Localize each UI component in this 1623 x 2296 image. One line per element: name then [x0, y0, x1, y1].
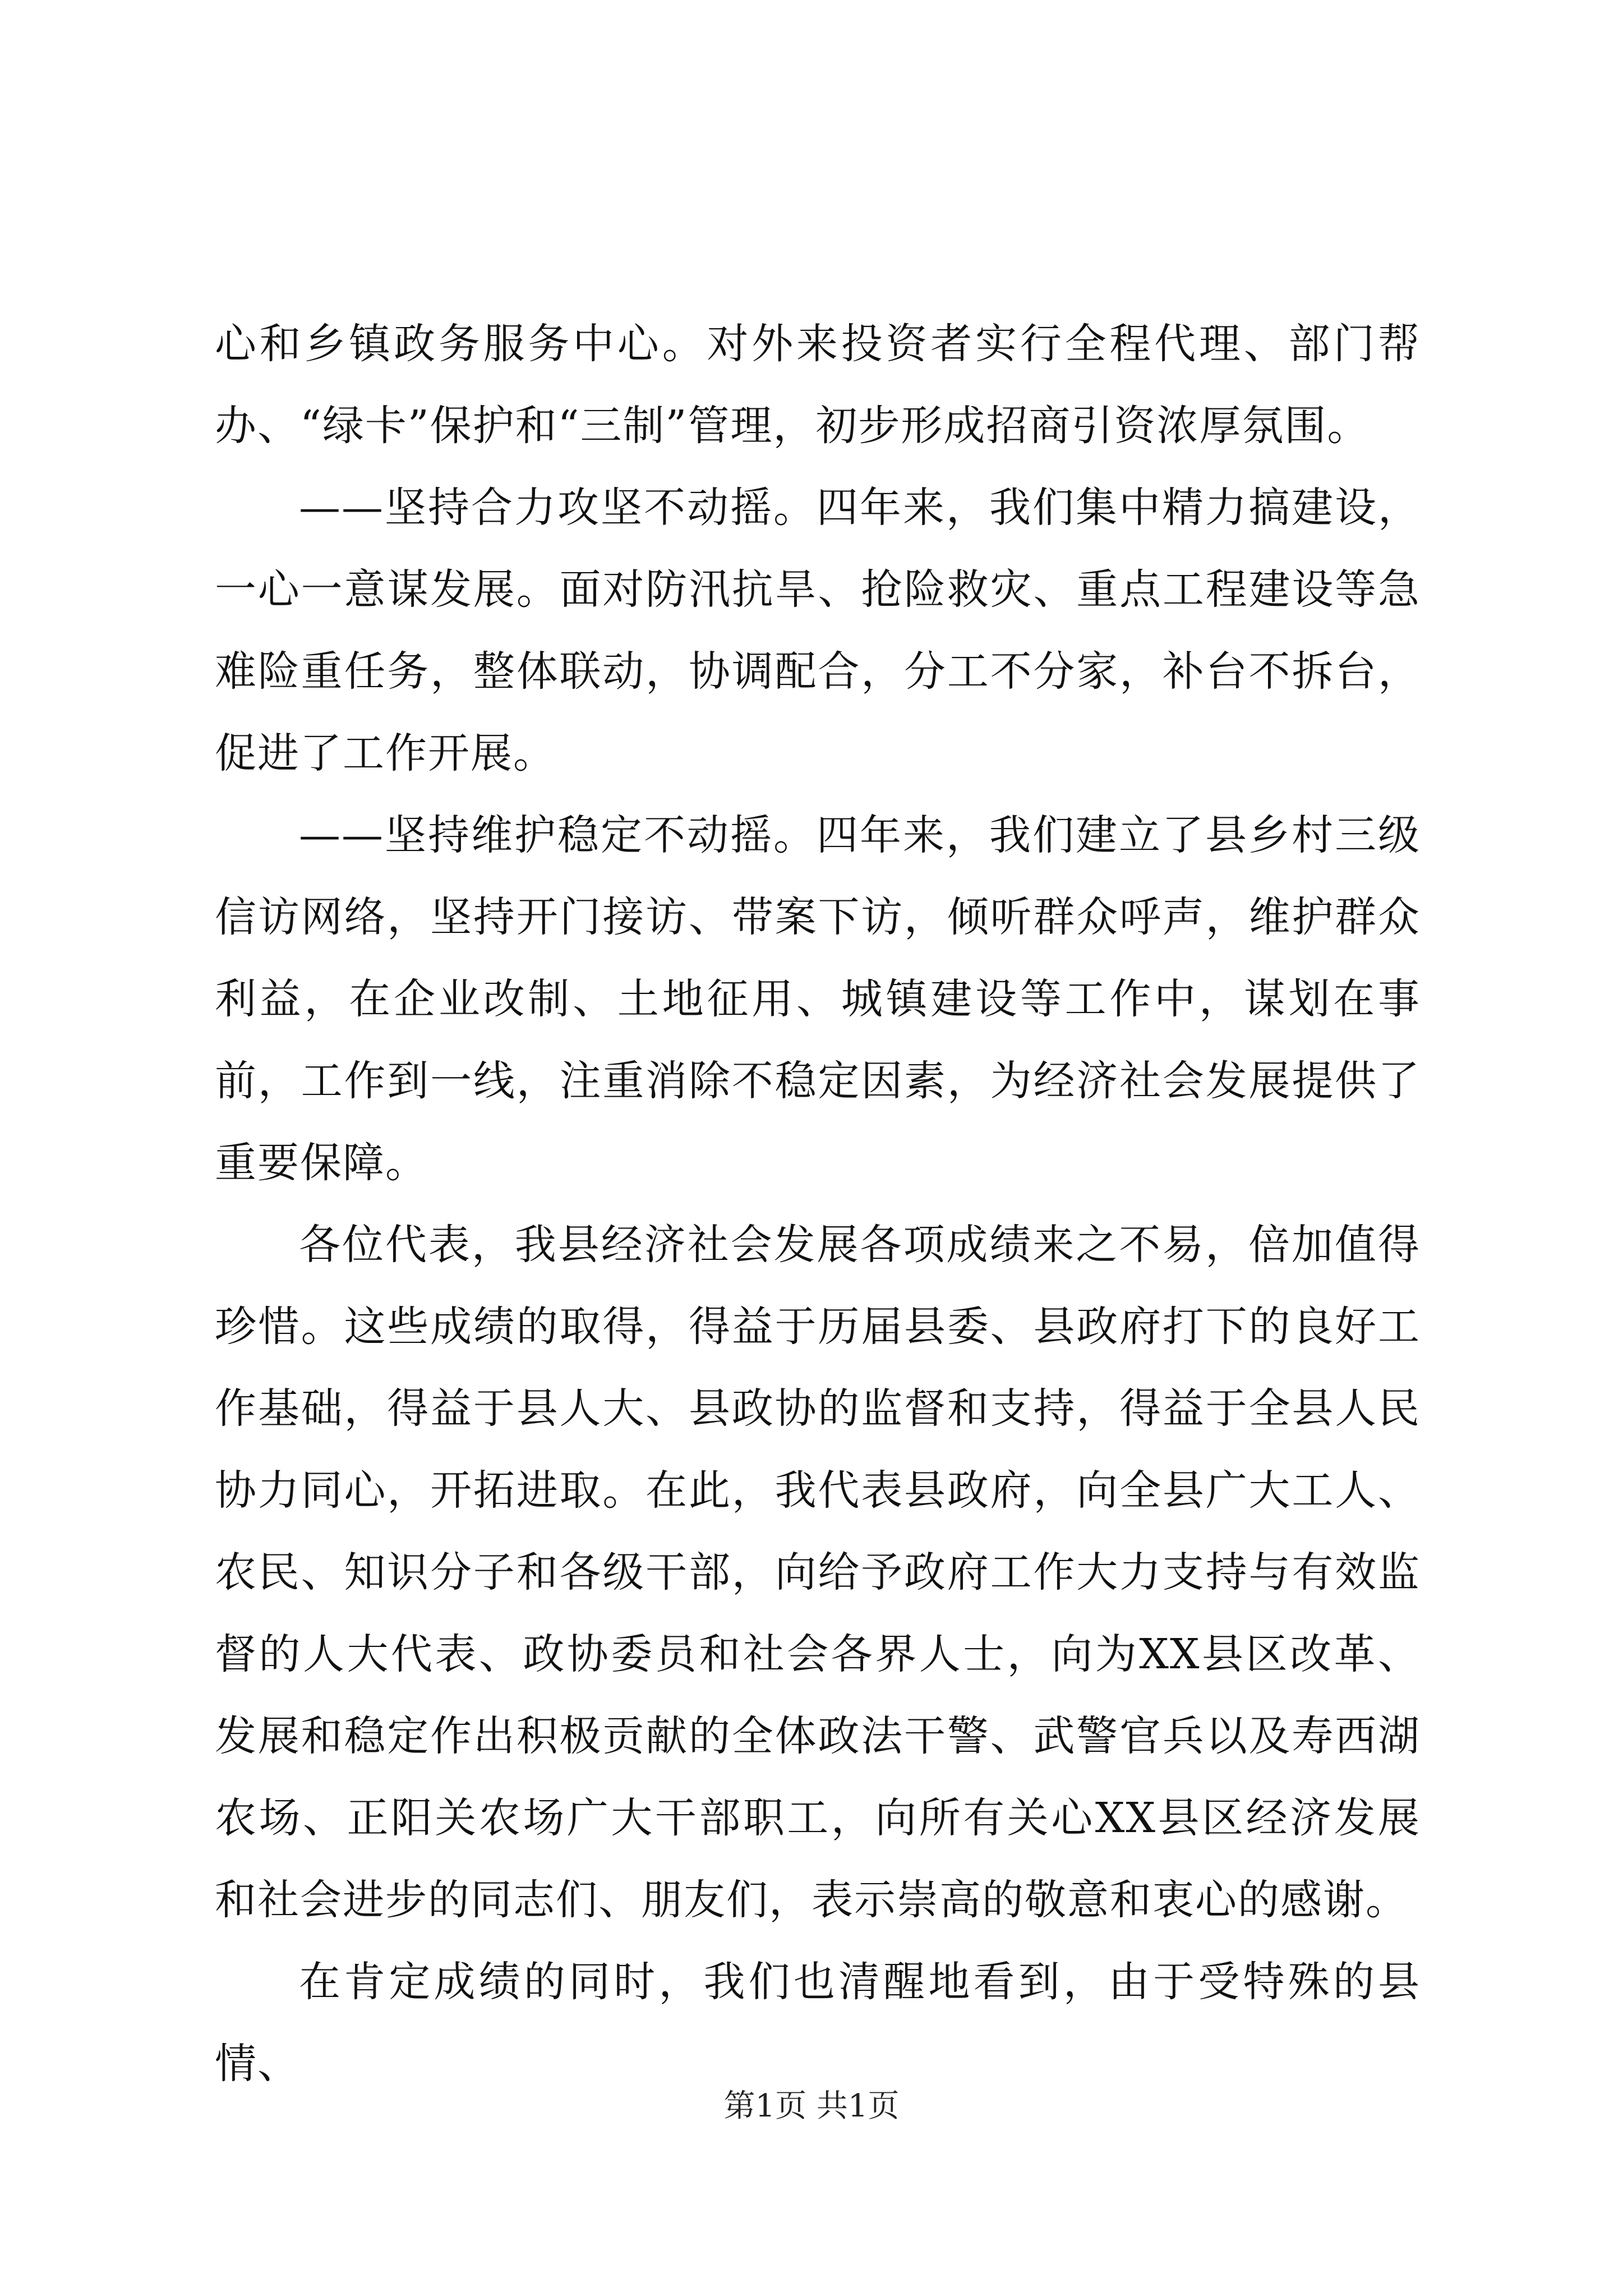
- paragraph-reflection: 在肯定成绩的同时，我们也清醒地看到，由于受特殊的县情、: [215, 1958, 1421, 2088]
- paragraph-acknowledgement: 各位代表，我县经济社会发展各项成绩来之不易，倍加值得珍惜。这些成绩的取得，得益于历届县委、县政府打下的良好工作基础，得益于县人大、县政协的监督和支持，得益于全县人民协力同心，开拓进取。在此，我代表县政府，向全县广大工人、农民、知识分子和各级干部，向给予政府工作大力支持与有效监督的人大代表、政协委员和社会各界人士，向为XX县区改革、发展和稳定作出积极贡献的全体政法干警、武警官兵以及寿西湖农场、正阳关农场广大干部职工，向所有关心XX县区经济发展和社会进步的同志们、朋友们，表示崇高的敬意和衷心的感谢。: [215, 1221, 1421, 1924]
- document-body: [215, 303, 1421, 2105]
- paragraph-continuation: 心和乡镇政务服务中心。对外来投资者实行全程代理、部门帮办、“绿卡”保护和“三制”管理，初步形成招商引资浓厚氛围。: [215, 320, 1421, 450]
- paragraph-stability: ——坚持维护稳定不动摇。四年来，我们建立了县乡村三级信访网络，坚持开门接访、带案下访，倾听群众呼声，维护群众利益，在企业改制、土地征用、城镇建设等工作中，谋划在事前，工作到一线，注重消除不稳定因素，为经济社会发展提供了重要保障。: [215, 811, 1421, 1187]
- page-footer: 第1页 共1页: [723, 2088, 900, 2124]
- paragraph-unity: ——坚持合力攻坚不动摇。四年来，我们集中精力搞建设，一心一意谋发展。面对防汛抗旱、抢险救灾、重点工程建设等急难险重任务，整体联动，协调配合，分工不分家，补台不拆台，促进了工作开展。: [215, 484, 1421, 777]
